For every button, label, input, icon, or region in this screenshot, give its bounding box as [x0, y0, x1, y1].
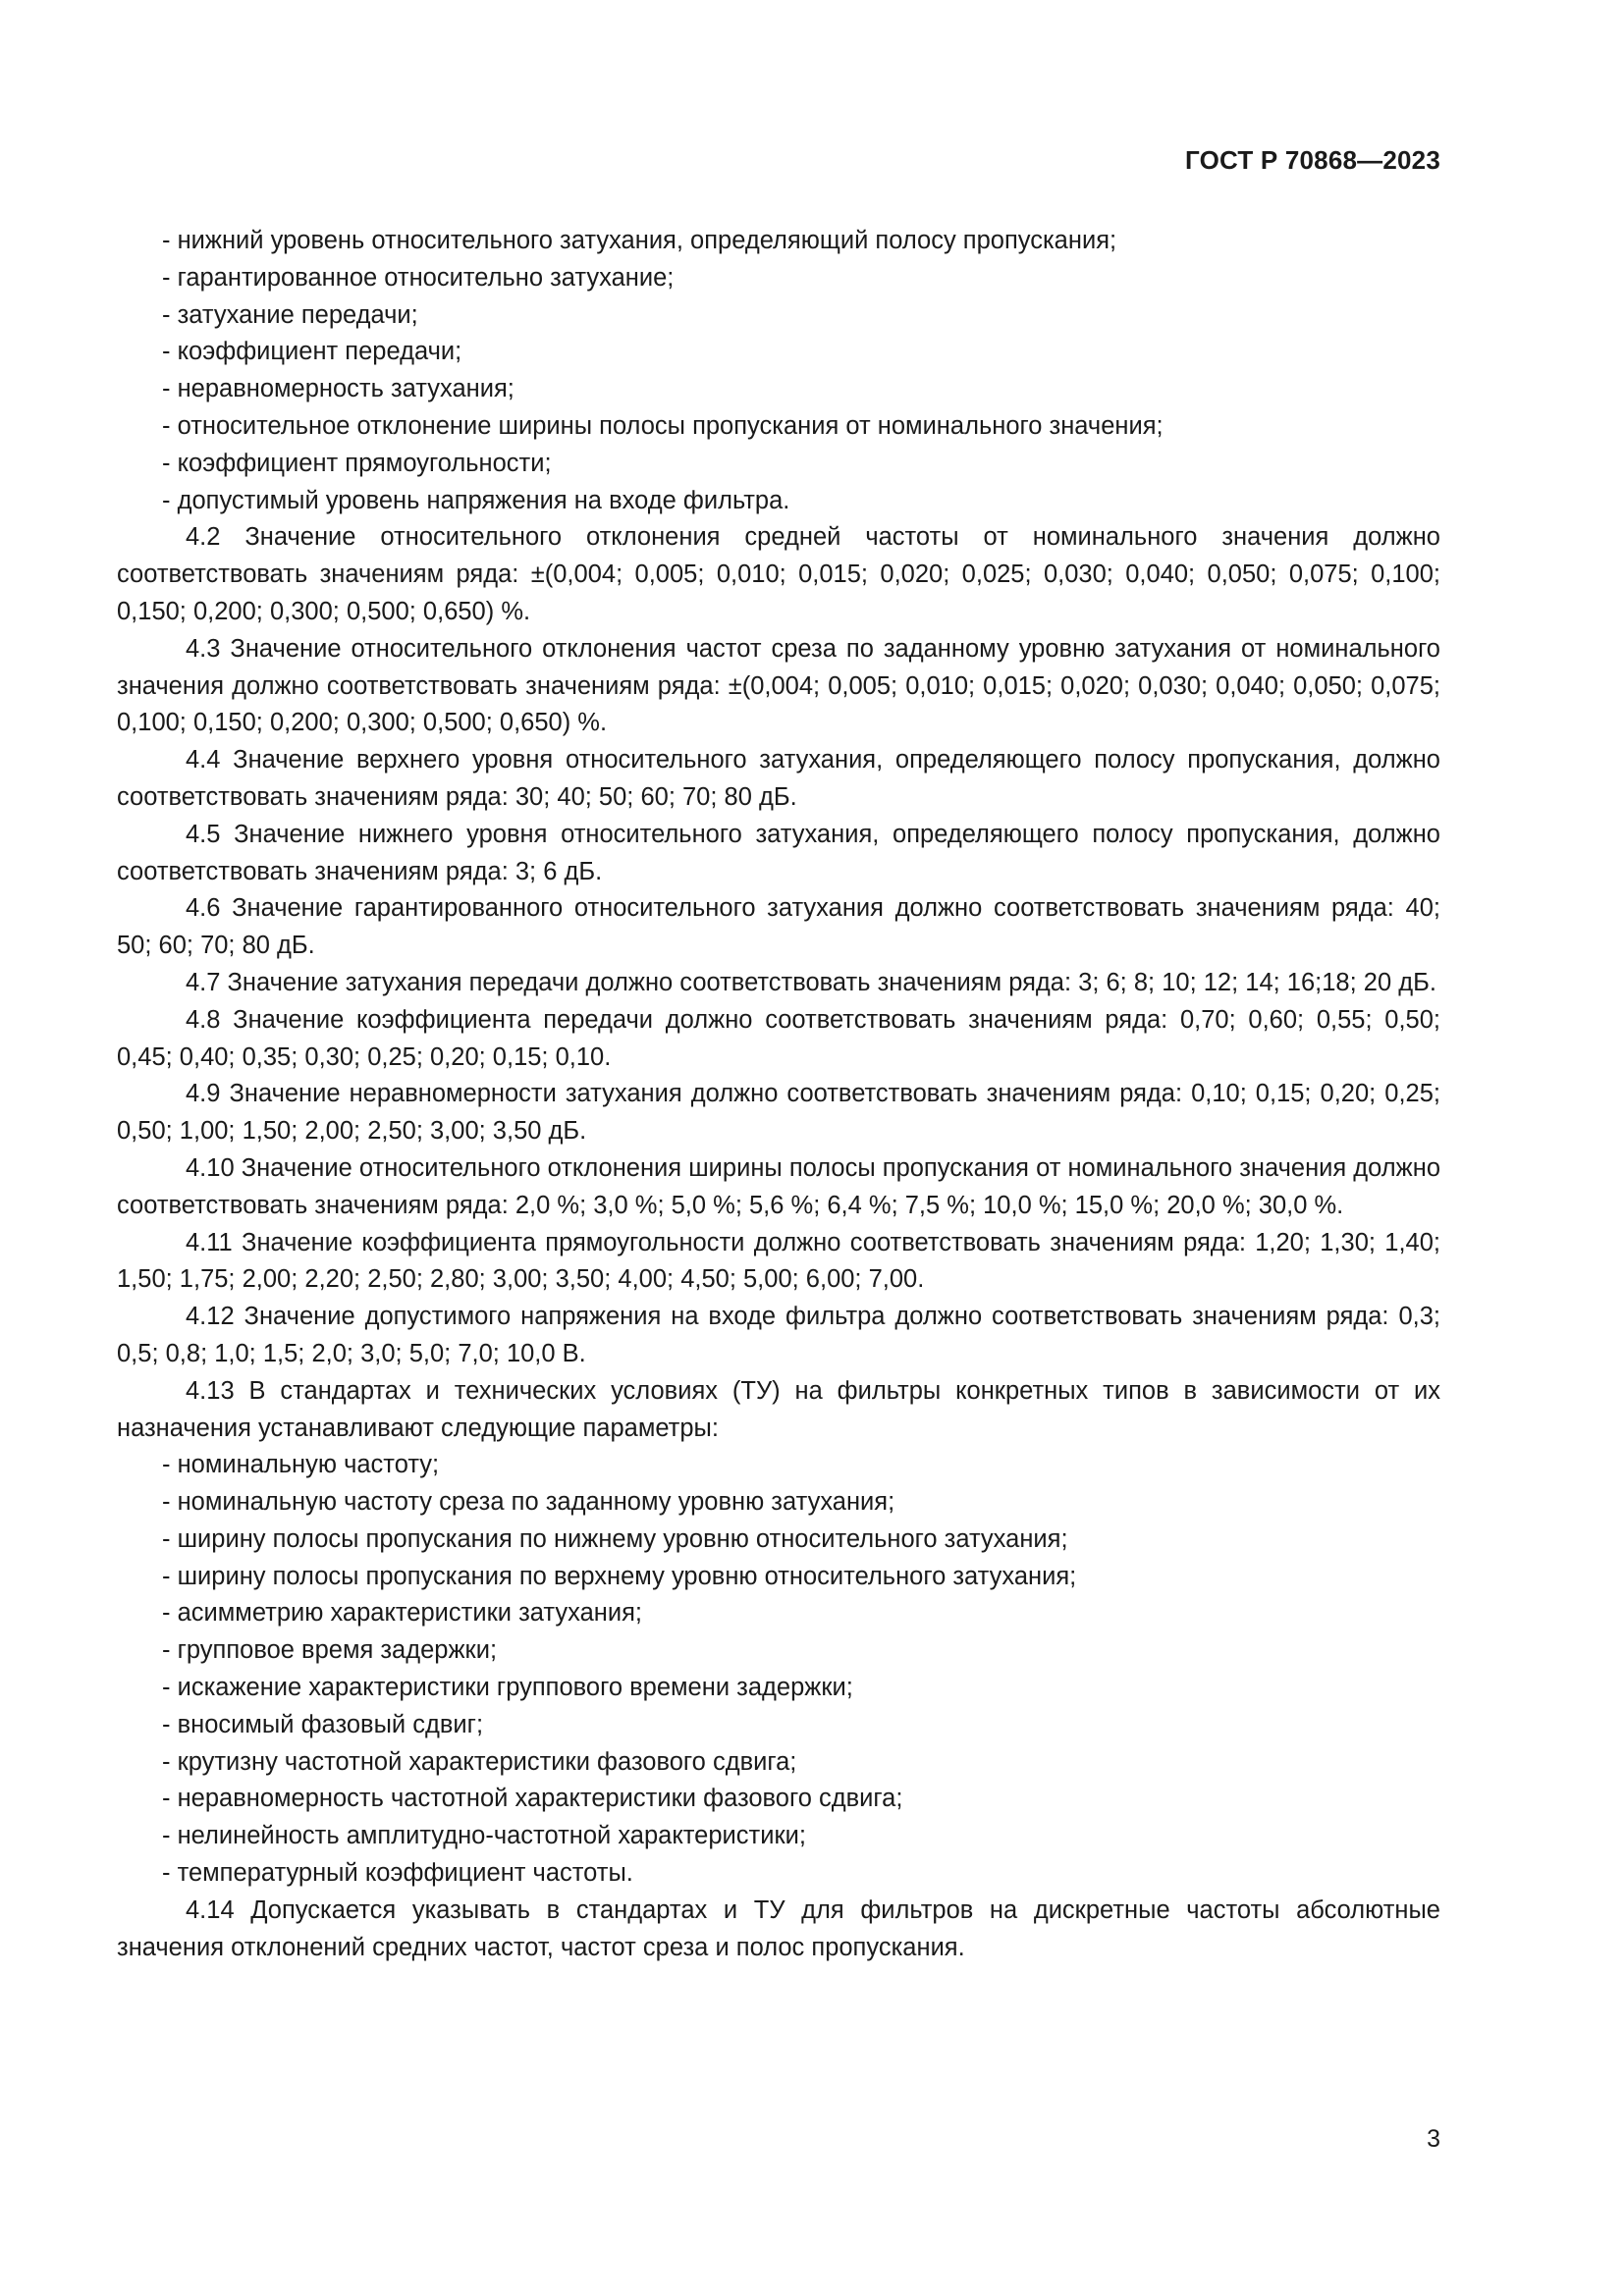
list-item: - температурный коэффициент частоты. — [162, 1859, 633, 1888]
paragraph-4-6: 4.6 Значение гарантированного относительного затухания должно соответствовать значениям ряда: 40; 50; 60; 70; 80 дБ. — [117, 894, 1440, 960]
list-item: - вносимый фазовый сдвиг; — [162, 1710, 484, 1738]
list-item: - асимметрию характеристики затухания; — [162, 1599, 642, 1628]
list-item: - нелинейность амплитудно-частотной характеристики; — [162, 1822, 806, 1850]
list-item: - номинальную частоту среза по заданному уровню затухания; — [162, 1488, 895, 1517]
list-item: - номинальную частоту; — [162, 1451, 440, 1479]
list-item: - коэффициент прямоугольности; — [162, 449, 552, 477]
page-number: 3 — [1427, 2125, 1440, 2153]
document-header: ГОСТ Р 70868—2023 — [1185, 145, 1440, 175]
paragraph-4-14: 4.14 Допускается указывать в стандартах и ТУ для фильтров на дискретные частоты абсолютные значения отклонений средних частот, частот среза и полос пропускания. — [117, 1896, 1440, 1961]
list-item: - искажение характеристики группового времени задержки; — [162, 1674, 853, 1702]
list-item: - гарантированное относительно затухание; — [162, 263, 675, 292]
list-item: - неравномерность затухания; — [162, 375, 514, 403]
list-item: - коэффициент передачи; — [162, 338, 462, 366]
paragraph-4-3: 4.3 Значение относительного отклонения частот среза по заданному уровню затухания от номинального значения должно соответствовать значениям ряда: ±(0,004; 0,005; 0,010; 0,015; 0,020; 0,030; 0,040; 0,050; 0,075; 0,100; 0,150; 0,200; 0,300; 0,500; 0,650) %. — [117, 634, 1440, 737]
document-body — [117, 223, 1440, 1966]
list-item: - затухание передачи; — [162, 300, 418, 329]
paragraph-4-5: 4.5 Значение нижнего уровня относительного затухания, определяющего полосу пропускания, должно соответствовать значениям ряда: 3; 6 дБ. — [117, 820, 1440, 885]
list-item: - относительное отклонение ширины полосы пропускания от номинального значения; — [162, 411, 1164, 440]
list-item: - неравномерность частотной характеристики фазового сдвига; — [162, 1785, 903, 1813]
paragraph-4-12: 4.12 Значение допустимого напряжения на входе фильтра должно соответствовать значениям ряда: 0,3; 0,5; 0,8; 1,0; 1,5; 2,0; 3,0; 5,0; 7,0; 10,0 В. — [117, 1303, 1440, 1367]
paragraph-4-13: 4.13 В стандартах и технических условиях (ТУ) на фильтры конкретных типов в зависимости от их назначения устанавливают следующие параметры: — [117, 1376, 1440, 1442]
paragraph-4-8: 4.8 Значение коэффициента передачи должно соответствовать значениям ряда: 0,70; 0,60; 0,55; 0,50; 0,45; 0,40; 0,35; 0,30; 0,25; 0,20; 0,15; 0,10. — [117, 1005, 1440, 1071]
paragraph-4-7: 4.7 Значение затухания передачи должно соответствовать значениям ряда: 3; 6; 8; 10; 12; 14; 16;18; 20 дБ. — [186, 968, 1436, 996]
list-item: - ширину полосы пропускания по нижнему уровню относительного затухания; — [162, 1524, 1068, 1553]
list-item: - нижний уровень относительного затухания, определяющий полосу пропускания; — [162, 227, 1117, 254]
paragraph-4-10: 4.10 Значение относительного отклонения ширины полосы пропускания от номинального значения должно соответствовать значениям ряда: 2,0 %; 3,0 %; 5,0 %; 5,6 %; 6,4 %; 7,5 %; 10,0 %; 15,0 %; 20,0 %; 30,0 %. — [117, 1153, 1440, 1219]
list-item: - ширину полосы пропускания по верхнему уровню относительного затухания; — [162, 1562, 1077, 1590]
paragraph-4-4: 4.4 Значение верхнего уровня относительного затухания, определяющего полосу пропускания, должно соответствовать значениям ряда: 30; 40; 50; 60; 70; 80 дБ. — [117, 746, 1440, 811]
list-item: - допустимый уровень напряжения на входе фильтра. — [162, 486, 790, 514]
list-item: - групповое время задержки; — [162, 1636, 498, 1665]
paragraph-4-9: 4.9 Значение неравномерности затухания должно соответствовать значениям ряда: 0,10; 0,15; 0,20; 0,25; 0,50; 1,00; 1,50; 2,00; 2,50; 3,00; 3,50 дБ. — [117, 1080, 1440, 1146]
list-item: - крутизну частотной характеристики фазового сдвига; — [162, 1747, 797, 1776]
paragraph-4-11: 4.11 Значение коэффициента прямоугольности должно соответствовать значениям ряда: 1,20; 1,30; 1,40; 1,50; 1,75; 2,00; 2,20; 2,50; 2,80; 3,00; 3,50; 4,00; 4,50; 5,00; 6,00; 7,00. — [117, 1228, 1440, 1294]
paragraph-4-2: 4.2 Значение относительного отклонения средней частоты от номинального значения должно соответствовать значениям ряда: ±(0,004; 0,005; 0,010; 0,015; 0,020; 0,025; 0,030; 0,040; 0,050; 0,075; 0,100; 0,150; 0,200; 0,300; 0,500; 0,650) %. — [117, 523, 1440, 625]
